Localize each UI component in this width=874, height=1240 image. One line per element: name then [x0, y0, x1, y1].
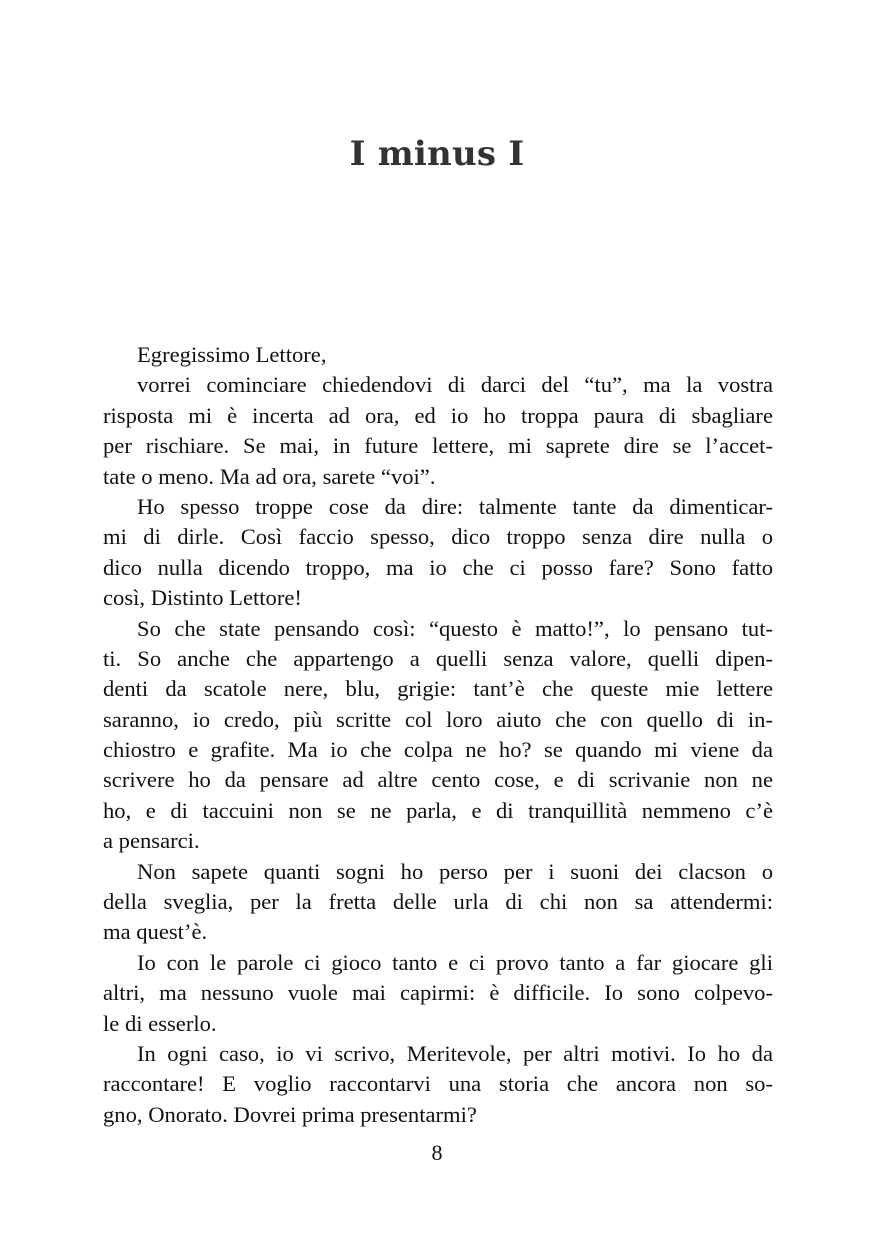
text-line: altri, ma nessuno vuole mai capirmi: è difficile. Io sono colpevo- [103, 980, 773, 1006]
body-text [103, 340, 773, 1130]
text-line: scrivere ho da pensare ad altre cento cose, e di scrivanie non ne [103, 767, 773, 793]
text-line: Io con le parole ci gioco tanto e ci provo tanto a far giocare gli [137, 949, 773, 975]
paragraph [103, 492, 773, 614]
text-line: Egregissimo Lettore, [137, 342, 327, 367]
paragraph [103, 340, 773, 370]
text-line: per rischiare. Se mai, in future lettere, mi saprete dire se l’accet- [103, 433, 773, 459]
text-line: Non sapete quanti sogni ho perso per i suoni dei clacson o [137, 858, 773, 884]
paragraph [103, 370, 773, 492]
text-line: So che state pensando così: “questo è matto!”, lo pensano tut- [137, 615, 773, 641]
paragraph [103, 614, 773, 857]
text-line: risposta mi è incerta ad ora, ed io ho troppa paura di sbagliare [103, 402, 773, 428]
text-line: a pensarci. [103, 828, 200, 854]
text-line: le di esserlo. [103, 1010, 217, 1036]
text-line: dico nulla dicendo troppo, ma io che ci posso fare? Sono fatto [103, 554, 773, 580]
text-line: così, Distinto Lettore! [103, 585, 302, 611]
text-line: In ogni caso, io vi scrivo, Meritevole, per altri motivi. Io ho da [137, 1040, 773, 1066]
paragraph [103, 1039, 773, 1130]
paragraph [103, 857, 773, 948]
text-line: ma quest’è. [103, 919, 208, 945]
text-line: mi di dirle. Così faccio spesso, dico troppo senza dire nulla o [103, 524, 773, 550]
text-line: chiostro e grafite. Ma io che colpa ne ho? se quando mi viene da [103, 737, 773, 763]
text-line: raccontare! E voglio raccontarvi una storia che ancora non so- [103, 1071, 773, 1097]
paragraph [103, 948, 773, 1039]
text-line: Ho spesso troppe cose da dire: talmente tante da dimenticar- [137, 493, 773, 519]
text-line: denti da scatole nere, blu, grigie: tant’è che queste mie lettere [103, 676, 773, 702]
text-line: ti. So anche che appartengo a quelli senza valore, quelli dipen- [103, 645, 773, 671]
text-line: vorrei cominciare chiedendovi di darci del “tu”, ma la vostra [137, 372, 773, 398]
page-number: 8 [431, 1140, 443, 1165]
text-line: tate o meno. Ma ad ora, sarete “voi”. [103, 463, 436, 489]
text-line: della sveglia, per la fretta delle urla di chi non sa attendermi: [103, 889, 773, 915]
text-line: ho, e di taccuini non se ne parla, e di tranquillità nemmeno c’è [103, 797, 773, 823]
text-line: saranno, io credo, più scritte col loro aiuto che con quello di in- [103, 706, 773, 732]
chapter-title: I minus I [349, 134, 525, 174]
text-line: gno, Onorato. Dovrei prima presentarmi? [103, 1101, 477, 1127]
